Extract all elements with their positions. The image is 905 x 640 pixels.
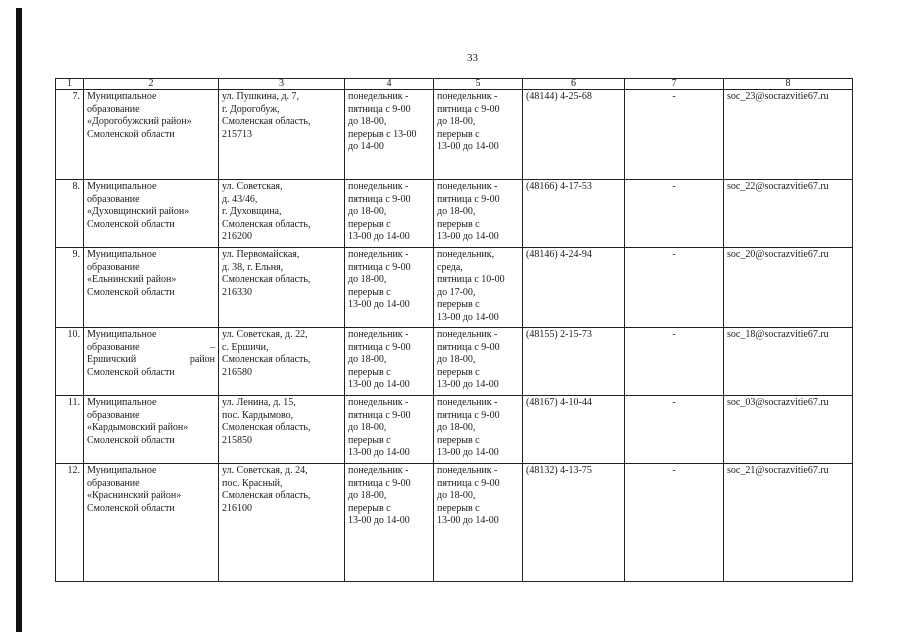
row-number: 9.	[56, 248, 84, 328]
table-row	[56, 180, 853, 248]
cell-line: до 18-00,	[437, 206, 476, 218]
cell-line: Смоленская область,	[222, 354, 311, 366]
row-number: 8.	[56, 180, 84, 248]
reception-hours-cell	[434, 396, 523, 464]
column-header: 7	[625, 79, 724, 90]
cell-line: пятница с 9-00	[437, 103, 500, 115]
cell-line: 13-00 до 14-00	[437, 515, 499, 527]
cell-line: 215850	[222, 434, 252, 446]
table-row	[56, 328, 853, 396]
cell-line: пятница с 9-00	[348, 341, 411, 353]
cell-line: пос. Кардымово,	[222, 409, 294, 421]
cell-line: Смоленской области	[87, 218, 175, 230]
cell-line: 13-00 до 14-00	[437, 379, 499, 391]
row-number: 10.	[56, 328, 84, 396]
cell-line: понедельник -	[348, 329, 409, 340]
email-link[interactable]: soc_23@socrazvitie67.ru	[724, 90, 853, 180]
cell-line: образование	[87, 103, 140, 115]
scan-edge-bar	[16, 8, 22, 632]
column-header: 3	[219, 79, 345, 90]
phone-cell: (48155) 2-15-73	[523, 328, 625, 396]
cell-line: Смоленская область,	[222, 116, 311, 128]
cell-line: до 18-00,	[348, 274, 387, 286]
cell-line: понедельник -	[437, 181, 498, 192]
table-row	[56, 90, 853, 180]
fax-cell: -	[625, 248, 724, 328]
cell-line: Смоленской области	[87, 128, 175, 140]
cell-line: пятница с 9-00	[348, 477, 411, 489]
cell-line: пятница с 9-00	[437, 409, 500, 421]
column-number-row	[56, 79, 853, 90]
cell-line: образование	[87, 193, 140, 205]
cell-line: пятница с 9-00	[348, 193, 411, 205]
cell-line: д. 38, г. Ельня,	[222, 261, 284, 273]
fax-cell: -	[625, 464, 724, 582]
cell-line: «Духовщинский район»	[87, 206, 190, 218]
cell-line: 216200	[222, 231, 252, 243]
row-number: 12.	[56, 464, 84, 582]
cell-line: перерыв с	[348, 434, 391, 446]
cell-line: перерыв с	[348, 286, 391, 298]
cell-line: до 18-00,	[348, 206, 387, 218]
table-row	[56, 248, 853, 328]
cell-line: до 18-00,	[437, 422, 476, 434]
cell-line: 13-00 до 14-00	[437, 447, 499, 459]
working-hours-cell	[345, 396, 434, 464]
cell-line: до 18-00,	[437, 116, 476, 128]
cell-line: среда,	[437, 261, 463, 273]
cell-line: Смоленской области	[87, 434, 175, 446]
cell-line: перерыв с	[437, 502, 480, 514]
fax-cell: -	[625, 180, 724, 248]
cell-line: понедельник -	[348, 465, 409, 476]
email-link[interactable]: soc_20@socrazvitie67.ru	[724, 248, 853, 328]
fax-cell: -	[625, 396, 724, 464]
cell-line: пос. Красный,	[222, 477, 283, 489]
cell-line: ул. Ленина, д. 15,	[222, 397, 296, 408]
cell-line: пятница с 9-00	[348, 103, 411, 115]
page-number: 33	[467, 52, 478, 64]
cell-line: до 18-00,	[348, 422, 387, 434]
table-row	[56, 464, 853, 582]
cell-line: 13-00 до 14-00	[437, 231, 499, 243]
column-header: 4	[345, 79, 434, 90]
cell-line: пятница с 10-00	[437, 274, 505, 286]
fax-cell: -	[625, 90, 724, 180]
phone-cell: (48132) 4-13-75	[523, 464, 625, 582]
cell-line: 13-00 до 14-00	[348, 447, 410, 459]
organization-cell	[84, 180, 219, 248]
cell-line: «Дорогобужский район»	[87, 116, 192, 128]
cell-line: ул. Пушкина, д. 7,	[222, 91, 300, 102]
row-number: 11.	[56, 396, 84, 464]
cell-line: Муниципальное	[87, 181, 157, 192]
cell-line: Ершичский район	[87, 354, 215, 366]
address-cell	[219, 90, 345, 180]
cell-line: 216580	[222, 366, 252, 378]
address-cell	[219, 248, 345, 328]
cell-line: перерыв с	[437, 299, 480, 311]
cell-line: ул. Советская,	[222, 181, 283, 192]
cell-line: 13-00 до 14-00	[348, 379, 410, 391]
cell-line: Муниципальное	[87, 465, 157, 476]
cell-line: перерыв с	[348, 502, 391, 514]
cell-line: понедельник -	[437, 91, 498, 102]
cell-line: 13-00 до 14-00	[348, 515, 410, 527]
cell-line: до 14-00	[348, 141, 384, 153]
column-header: 8	[724, 79, 853, 90]
organization-cell	[84, 328, 219, 396]
cell-line: до 18-00,	[348, 116, 387, 128]
offices-table	[55, 78, 853, 582]
cell-line: до 18-00,	[437, 490, 476, 502]
cell-line: д. 43/46,	[222, 193, 258, 205]
cell-line: перерыв с	[437, 128, 480, 140]
cell-line: 216330	[222, 286, 252, 298]
working-hours-cell	[345, 328, 434, 396]
cell-line: Смоленская область,	[222, 422, 311, 434]
cell-line: пятница с 9-00	[348, 261, 411, 273]
cell-line: до 18-00,	[437, 354, 476, 366]
cell-line: 215713	[222, 128, 252, 140]
cell-line: до 18-00,	[348, 490, 387, 502]
cell-line: перерыв с 13-00	[348, 128, 417, 140]
cell-line: г. Духовщина,	[222, 206, 282, 218]
cell-line: 13-00 до 14-00	[437, 311, 499, 323]
cell-line: образование	[87, 477, 140, 489]
email-link[interactable]: soc_22@socrazvitie67.ru	[724, 180, 853, 248]
reception-hours-cell	[434, 464, 523, 582]
cell-line: образование –	[87, 341, 215, 353]
cell-line: перерыв с	[437, 218, 480, 230]
cell-line: понедельник -	[348, 91, 409, 102]
organization-cell	[84, 464, 219, 582]
cell-line: Смоленская область,	[222, 274, 311, 286]
phone-cell: (48144) 4-25-68	[523, 90, 625, 180]
cell-line: перерыв с	[437, 366, 480, 378]
address-cell	[219, 464, 345, 582]
email-link[interactable]: soc_03@socrazvitie67.ru	[724, 396, 853, 464]
cell-line: ул. Советская, д. 24,	[222, 465, 308, 476]
column-header: 2	[84, 79, 219, 90]
cell-line: до 17-00,	[437, 286, 476, 298]
cell-line: Смоленской области	[87, 366, 175, 378]
cell-line: Муниципальное	[87, 329, 157, 340]
reception-hours-cell	[434, 180, 523, 248]
cell-line: понедельник -	[437, 329, 498, 340]
cell-line: пятница с 9-00	[348, 409, 411, 421]
cell-line: Муниципальное	[87, 91, 157, 102]
cell-line: г. Дорогобуж,	[222, 103, 280, 115]
organization-cell	[84, 248, 219, 328]
cell-line: понедельник -	[437, 397, 498, 408]
cell-line: «Кардымовский район»	[87, 422, 189, 434]
cell-line: понедельник -	[348, 249, 409, 260]
cell-line: перерыв с	[437, 434, 480, 446]
phone-cell: (48146) 4-24-94	[523, 248, 625, 328]
cell-line: Смоленская область,	[222, 490, 311, 502]
working-hours-cell	[345, 180, 434, 248]
column-header: 5	[434, 79, 523, 90]
cell-line: понедельник -	[348, 181, 409, 192]
organization-cell	[84, 90, 219, 180]
organization-cell	[84, 396, 219, 464]
cell-line: понедельник,	[437, 249, 495, 260]
column-header: 1	[56, 79, 84, 90]
cell-line: ул. Советская, д. 22,	[222, 329, 308, 340]
cell-line: 13-00 до 14-00	[348, 231, 410, 243]
table-row	[56, 396, 853, 464]
working-hours-cell	[345, 464, 434, 582]
cell-line: Смоленской области	[87, 502, 175, 514]
working-hours-cell	[345, 90, 434, 180]
address-cell	[219, 180, 345, 248]
column-header: 6	[523, 79, 625, 90]
cell-line: пятница с 9-00	[437, 341, 500, 353]
cell-line: перерыв с	[348, 366, 391, 378]
cell-line: понедельник -	[348, 397, 409, 408]
email-link[interactable]: soc_18@socrazvitie67.ru	[724, 328, 853, 396]
cell-line: с. Ершичи,	[222, 341, 269, 353]
cell-line: образование	[87, 261, 140, 273]
cell-line: «Краснинский район»	[87, 490, 182, 502]
cell-line: Смоленской области	[87, 286, 175, 298]
row-number: 7.	[56, 90, 84, 180]
phone-cell: (48166) 4-17-53	[523, 180, 625, 248]
email-link[interactable]: soc_21@socrazvitie67.ru	[724, 464, 853, 582]
cell-line: пятница с 9-00	[437, 193, 500, 205]
cell-line: перерыв с	[348, 218, 391, 230]
fax-cell: -	[625, 328, 724, 396]
cell-line: 13-00 до 14-00	[437, 141, 499, 153]
address-cell	[219, 328, 345, 396]
cell-line: Муниципальное	[87, 249, 157, 260]
phone-cell: (48167) 4-10-44	[523, 396, 625, 464]
cell-line: 216100	[222, 502, 252, 514]
cell-line: ул. Первомайская,	[222, 249, 300, 260]
cell-line: понедельник -	[437, 465, 498, 476]
cell-line: образование	[87, 409, 140, 421]
reception-hours-cell	[434, 328, 523, 396]
reception-hours-cell	[434, 90, 523, 180]
cell-line: «Ельнинский район»	[87, 274, 177, 286]
cell-line: Муниципальное	[87, 397, 157, 408]
working-hours-cell	[345, 248, 434, 328]
cell-line: 13-00 до 14-00	[348, 299, 410, 311]
reception-hours-cell	[434, 248, 523, 328]
cell-line: пятница с 9-00	[437, 477, 500, 489]
cell-line: Смоленская область,	[222, 218, 311, 230]
address-cell	[219, 396, 345, 464]
cell-line: до 18-00,	[348, 354, 387, 366]
